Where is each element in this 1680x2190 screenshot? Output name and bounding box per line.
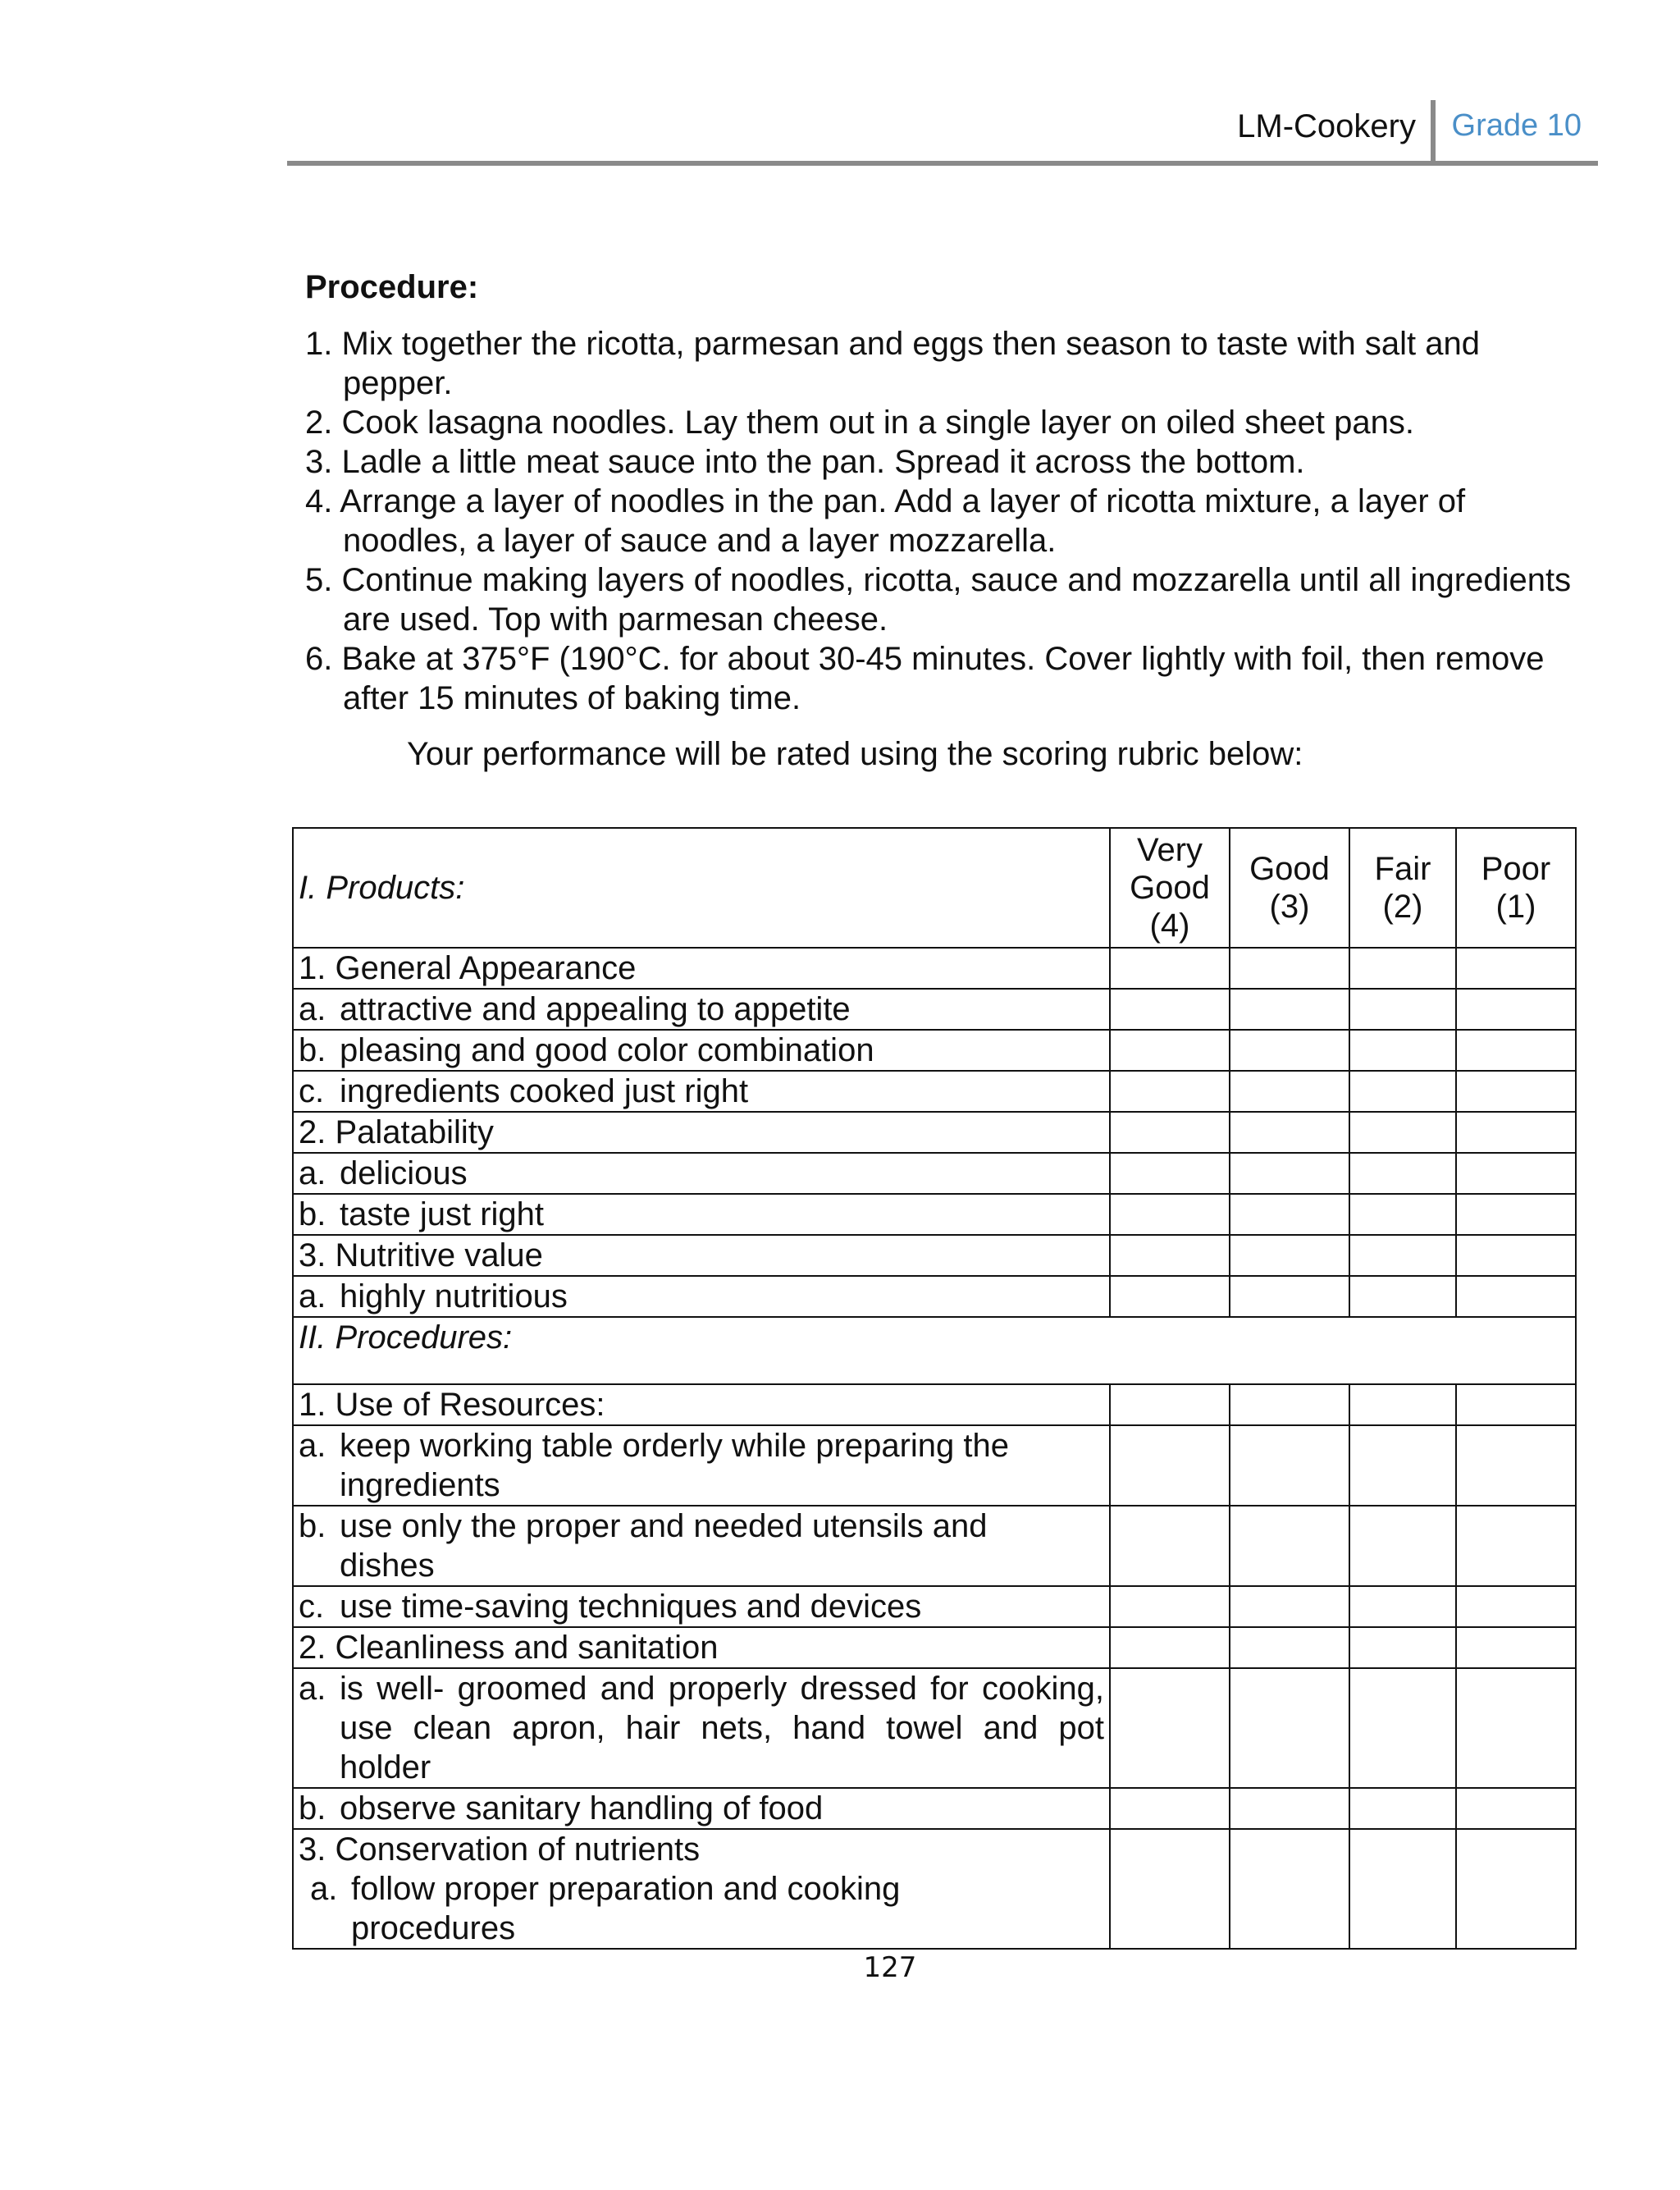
score-cell[interactable] bbox=[1230, 1586, 1349, 1627]
page-number: 127 bbox=[863, 1951, 917, 1984]
criterion-item: b. taste just right bbox=[293, 1194, 1110, 1235]
table-row bbox=[293, 948, 1576, 989]
score-cell[interactable] bbox=[1230, 1276, 1349, 1317]
score-cell[interactable] bbox=[1230, 1788, 1349, 1829]
table-row bbox=[293, 1668, 1576, 1788]
grade-label: Grade 10 bbox=[1451, 108, 1582, 143]
criterion-item: b. use only the proper and needed utensils and dishes bbox=[293, 1506, 1110, 1586]
table-header-row bbox=[293, 828, 1576, 948]
score-cell[interactable] bbox=[1110, 1153, 1230, 1194]
procedure-section bbox=[305, 269, 1585, 773]
products-heading: I. Products: bbox=[293, 828, 1110, 948]
criterion-item: a. is well- groomed and properly dressed for cooking, use clean apron, hair nets, hand towel and pot holder bbox=[293, 1668, 1110, 1788]
table-row bbox=[293, 989, 1576, 1030]
score-cell[interactable] bbox=[1230, 1112, 1349, 1153]
score-cell[interactable] bbox=[1110, 1194, 1230, 1235]
criterion-heading: 1. General Appearance bbox=[293, 948, 1110, 989]
score-cell[interactable] bbox=[1349, 1384, 1456, 1425]
score-cell[interactable] bbox=[1110, 948, 1230, 989]
score-cell[interactable] bbox=[1349, 989, 1456, 1030]
score-cell[interactable] bbox=[1456, 1668, 1576, 1788]
table-row bbox=[293, 1276, 1576, 1317]
score-cell[interactable] bbox=[1230, 1425, 1349, 1506]
score-cell[interactable] bbox=[1349, 1425, 1456, 1506]
score-cell[interactable] bbox=[1456, 1425, 1576, 1506]
score-cell[interactable] bbox=[1456, 1829, 1576, 1949]
score-cell[interactable] bbox=[1456, 1384, 1576, 1425]
score-cell[interactable] bbox=[1349, 1788, 1456, 1829]
score-cell[interactable] bbox=[1349, 1071, 1456, 1112]
score-cell[interactable] bbox=[1349, 1586, 1456, 1627]
score-cell[interactable] bbox=[1349, 1030, 1456, 1071]
procedures-heading: II. Procedures: bbox=[293, 1317, 1576, 1384]
procedure-step: 1. Mix together the ricotta, parmesan and eggs then season to taste with salt and pepper. bbox=[305, 326, 1480, 401]
score-cell[interactable] bbox=[1456, 1194, 1576, 1235]
criterion-heading: 2. Palatability bbox=[293, 1112, 1110, 1153]
header-rule bbox=[287, 161, 1598, 166]
column-very-good: Very Good (4) bbox=[1110, 828, 1230, 948]
score-cell[interactable] bbox=[1110, 1030, 1230, 1071]
table-row bbox=[293, 1071, 1576, 1112]
score-cell[interactable] bbox=[1349, 1194, 1456, 1235]
score-cell[interactable] bbox=[1456, 1627, 1576, 1668]
score-cell[interactable] bbox=[1230, 1071, 1349, 1112]
table-row bbox=[293, 1384, 1576, 1425]
header-separator bbox=[1431, 100, 1436, 166]
score-cell[interactable] bbox=[1230, 1668, 1349, 1788]
column-good: Good (3) bbox=[1230, 828, 1349, 948]
table-row bbox=[293, 1153, 1576, 1194]
score-cell[interactable] bbox=[1456, 1235, 1576, 1276]
score-cell[interactable] bbox=[1349, 1276, 1456, 1317]
score-cell[interactable] bbox=[1110, 1425, 1230, 1506]
procedure-step: 2. Cook lasagna noodles. Lay them out in a single layer on oiled sheet pans. bbox=[305, 405, 1415, 441]
score-cell[interactable] bbox=[1349, 1668, 1456, 1788]
score-cell[interactable] bbox=[1230, 1235, 1349, 1276]
score-cell[interactable] bbox=[1110, 1276, 1230, 1317]
score-cell[interactable] bbox=[1110, 1627, 1230, 1668]
table-row bbox=[293, 1112, 1576, 1153]
score-cell[interactable] bbox=[1230, 1194, 1349, 1235]
procedure-step: 5. Continue making layers of noodles, ricotta, sauce and mozzarella until all ingredients are used. Top with parmesan cheese. bbox=[305, 562, 1572, 638]
score-cell[interactable] bbox=[1349, 1153, 1456, 1194]
score-cell[interactable] bbox=[1230, 989, 1349, 1030]
table-row bbox=[293, 1030, 1576, 1071]
score-cell[interactable] bbox=[1349, 1627, 1456, 1668]
score-cell[interactable] bbox=[1456, 1506, 1576, 1586]
criterion-heading: 1. Use of Resources: bbox=[293, 1384, 1110, 1425]
score-cell[interactable] bbox=[1230, 1030, 1349, 1071]
score-cell[interactable] bbox=[1456, 1788, 1576, 1829]
procedure-step: 4. Arrange a layer of noodles in the pan. Add a layer of ricotta mixture, a layer of noodles, a layer of sauce and a layer mozzarella. bbox=[305, 483, 1466, 559]
criterion-item: a. attractive and appealing to appetite bbox=[293, 989, 1110, 1030]
score-cell[interactable] bbox=[1349, 1829, 1456, 1949]
score-cell[interactable] bbox=[1456, 1276, 1576, 1317]
table-row bbox=[293, 1788, 1576, 1829]
score-cell[interactable] bbox=[1456, 1586, 1576, 1627]
score-cell[interactable] bbox=[1230, 1153, 1349, 1194]
score-cell[interactable] bbox=[1230, 948, 1349, 989]
page-header bbox=[287, 98, 1598, 166]
score-cell[interactable] bbox=[1110, 1586, 1230, 1627]
score-cell[interactable] bbox=[1110, 1668, 1230, 1788]
criterion-item: c. use time-saving techniques and devices bbox=[293, 1586, 1110, 1627]
table-row bbox=[293, 1627, 1576, 1668]
document-title: LM-Cookery bbox=[1237, 108, 1416, 144]
score-cell[interactable] bbox=[1110, 1506, 1230, 1586]
score-cell[interactable] bbox=[1349, 1235, 1456, 1276]
criterion-item: a. delicious bbox=[293, 1153, 1110, 1194]
score-cell[interactable] bbox=[1456, 1112, 1576, 1153]
score-cell[interactable] bbox=[1110, 1788, 1230, 1829]
table-row bbox=[293, 1194, 1576, 1235]
score-cell[interactable] bbox=[1349, 1506, 1456, 1586]
score-cell[interactable] bbox=[1456, 948, 1576, 989]
procedure-step: 3. Ladle a little meat sauce into the pan. Spread it across the bottom. bbox=[305, 444, 1305, 480]
score-cell[interactable] bbox=[1110, 1384, 1230, 1425]
table-row bbox=[293, 1506, 1576, 1586]
criterion-item: c. ingredients cooked just right bbox=[293, 1071, 1110, 1112]
criterion-item: b. observe sanitary handling of food bbox=[293, 1788, 1110, 1829]
criterion-heading: 3. Conservation of nutrients bbox=[299, 1831, 701, 1868]
score-cell[interactable] bbox=[1230, 1627, 1349, 1668]
scoring-rubric-table bbox=[292, 827, 1577, 1950]
score-cell[interactable] bbox=[1110, 1829, 1230, 1949]
procedure-steps bbox=[305, 324, 1585, 718]
criterion-item: b. pleasing and good color combination bbox=[293, 1030, 1110, 1071]
table-row bbox=[293, 1317, 1576, 1384]
criterion-item: 3. Conservation of nutrients a. follow proper preparation and cooking procedures bbox=[293, 1829, 1110, 1949]
table-row bbox=[293, 1829, 1576, 1949]
score-cell[interactable] bbox=[1456, 989, 1576, 1030]
criterion-heading: 2. Cleanliness and sanitation bbox=[293, 1627, 1110, 1668]
score-cell[interactable] bbox=[1110, 1071, 1230, 1112]
criterion-item: a. highly nutritious bbox=[293, 1276, 1110, 1317]
table-row bbox=[293, 1235, 1576, 1276]
table-row bbox=[293, 1586, 1576, 1627]
score-cell[interactable] bbox=[1349, 1112, 1456, 1153]
score-cell[interactable] bbox=[1110, 1112, 1230, 1153]
score-cell[interactable] bbox=[1230, 1384, 1349, 1425]
score-cell[interactable] bbox=[1456, 1030, 1576, 1071]
criterion-item: a. keep working table orderly while preparing the ingredients bbox=[293, 1425, 1110, 1506]
score-cell[interactable] bbox=[1456, 1153, 1576, 1194]
score-cell[interactable] bbox=[1349, 948, 1456, 989]
procedure-step: 6. Bake at 375°F (190°C. for about 30-45 minutes. Cover lightly with foil, then remove after 15 minutes of baking time. bbox=[305, 641, 1545, 716]
score-cell[interactable] bbox=[1456, 1071, 1576, 1112]
criterion-heading: 3. Nutritive value bbox=[293, 1235, 1110, 1276]
score-cell[interactable] bbox=[1230, 1506, 1349, 1586]
score-cell[interactable] bbox=[1110, 1235, 1230, 1276]
table-row bbox=[293, 1425, 1576, 1506]
score-cell[interactable] bbox=[1110, 989, 1230, 1030]
column-fair: Fair (2) bbox=[1349, 828, 1456, 948]
rubric-intro: Your performance will be rated using the scoring rubric below: bbox=[407, 736, 1303, 772]
procedure-title: Procedure: bbox=[305, 269, 479, 305]
column-poor: Poor (1) bbox=[1456, 828, 1576, 948]
score-cell[interactable] bbox=[1230, 1829, 1349, 1949]
